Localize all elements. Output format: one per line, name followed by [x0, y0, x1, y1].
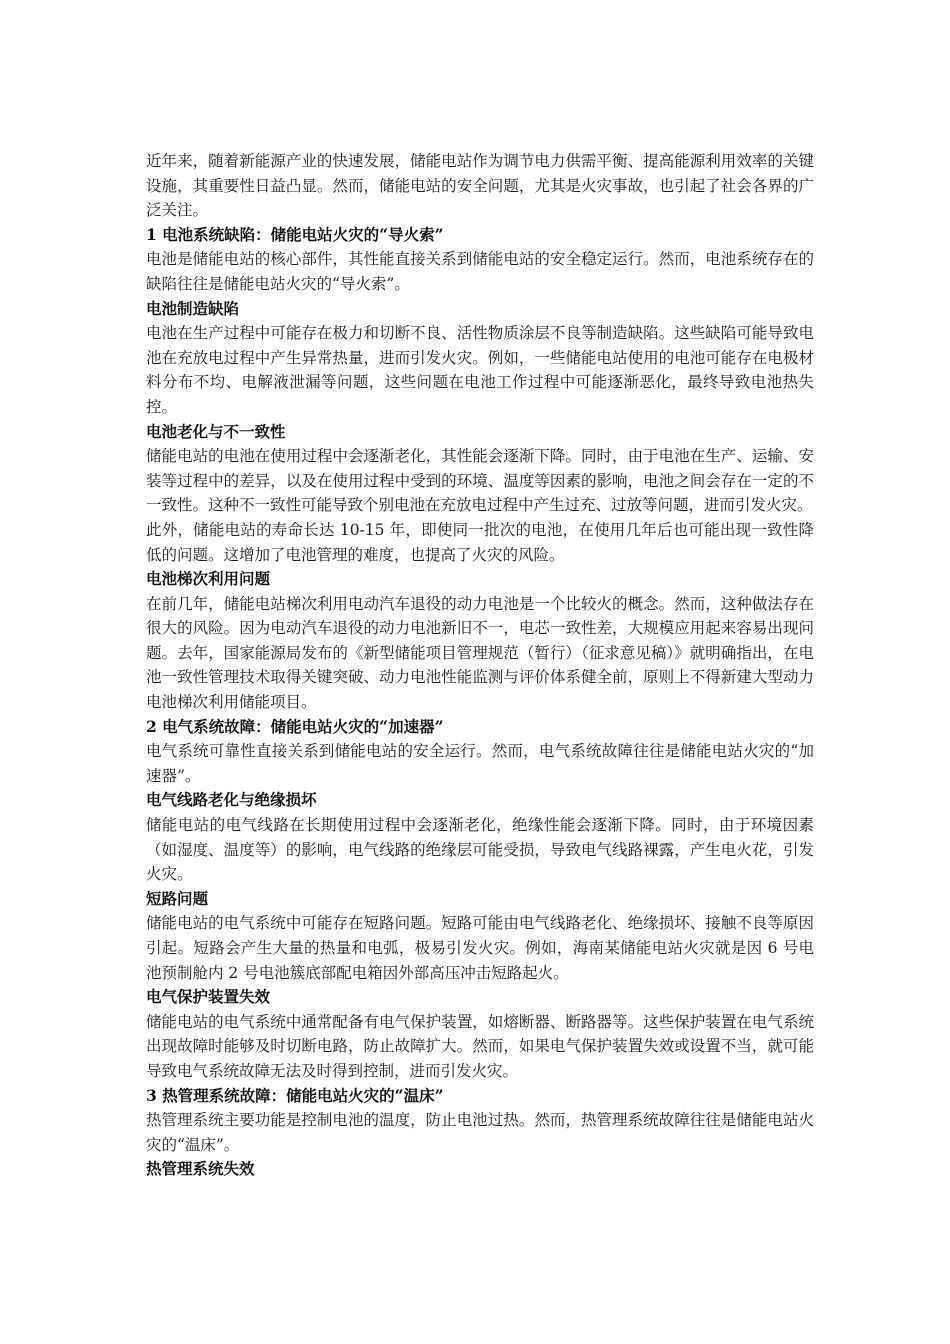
document-body	[146, 149, 814, 1182]
paragraph-battery-aging-1: 储能电站的电池在使用过程中会逐渐老化，其性能会逐渐下降。同时，由于电池在生产、运输、安装等过程中的差异，以及在使用过程中受到的环境、温度等因素的影响，电池之间会存在一定的不一致性。这种不一致性可能导致个别电池在充放电过程中产生过充、过放等问题，进而引发火灾。	[146, 447, 814, 515]
intro-paragraph: 近年来，随着新能源产业的快速发展，储能电站作为调节电力供需平衡、提高能源利用效率的关键设施，其重要性日益凸显。然而，储能电站的安全问题，尤其是火灾事故，也引起了社会各界的广泛关注。	[146, 152, 814, 220]
section-intro-battery-defects: 电池是储能电站的核心部件，其性能直接关系到储能电站的安全稳定运行。然而，电池系统存在的缺陷往往是储能电站火灾的“导火索”。	[146, 250, 814, 293]
section-heading-thermal-faults: 3 热管理系统故障：储能电站火灾的“温床”	[146, 1085, 444, 1105]
paragraph-battery-manufacturing: 电池在生产过程中可能存在极力和切断不良、活性物质涂层不良等制造缺陷。这些缺陷可能导致电池在充放电过程中产生异常热量，进而引发火灾。例如，一些储能电站使用的电池可能存在电极材料分布不均、电解液泄漏等问题，这些问题在电池工作过程中可能逐渐恶化，最终导致电池热失控。	[146, 324, 814, 416]
subheading-protection-failure: 电气保护装置失效	[146, 987, 271, 1007]
paragraph-battery-reuse: 在前几年，储能电站梯次利用电动汽车退役的动力电池是一个比较火的概念。然而，这种做法存在很大的风险。因为电动汽车退役的动力电池新旧不一，电芯一致性差，大规模应用起来容易出现问题。去年，国家能源局发布的《新型储能项目管理规范（暂行）（征求意见稿）》就明确指出，在电池一致性管理技术取得关键突破、动力电池性能监测与评价体系健全前，原则上不得新建大型动力电池梯次利用储能项目。	[146, 594, 814, 712]
subheading-wiring-aging: 电气线路老化与绝缘损坏	[146, 790, 317, 810]
paragraph-protection-failure: 储能电站的电气系统中通常配备有电气保护装置，如熔断器、断路器等。这些保护装置在电气系统出现故障时能够及时切断电路，防止故障扩大。然而，如果电气保护装置失效或设置不当，就可能导致电气系统故障无法及时得到控制，进而引发火灾。	[146, 1012, 814, 1080]
subheading-battery-aging: 电池老化与不一致性	[146, 421, 286, 441]
paragraph-battery-aging-2: 此外，储能电站的寿命长达 10-15 年，即使同一批次的电池，在使用几年后也可能出现一致性降低的问题。这增加了电池管理的难度，也提高了火灾的风险。	[146, 520, 814, 564]
section-heading-electrical-faults: 2 电气系统故障：储能电站火灾的“加速器”	[146, 716, 444, 736]
section-heading-battery-defects: 1 电池系统缺陷：储能电站火灾的“导火索”	[146, 224, 444, 244]
subheading-thermal-failure: 热管理系统失效	[146, 1159, 255, 1179]
paragraph-short-circuit: 储能电站的电气系统中可能存在短路问题。短路可能由电气线路老化、绝缘损坏、接触不良等原因引起。短路会产生大量的热量和电弧，极易引发火灾。例如，海南某储能电站火灾就是因 6 号电池预制舱内 2 号电池簇底部配电箱因外部高压冲击短路起火。	[146, 914, 814, 982]
subheading-battery-reuse: 电池梯次利用问题	[146, 569, 271, 589]
subheading-short-circuit: 短路问题	[146, 888, 209, 908]
paragraph-wiring-aging: 储能电站的电气线路在长期使用过程中会逐渐老化，绝缘性能会逐渐下降。同时，由于环境因素（如湿度、温度等）的影响，电气线路的绝缘层可能受损，导致电气线路裸露，产生电火花，引发火灾。	[146, 816, 814, 884]
section-intro-electrical-faults: 电气系统可靠性直接关系到储能电站的安全运行。然而，电气系统故障往往是储能电站火灾的“加速器”。	[146, 742, 814, 785]
section-intro-thermal-faults: 热管理系统主要功能是控制电池的温度，防止电池过热。然而，热管理系统故障往往是储能电站火灾的“温床”。	[146, 1111, 814, 1154]
subheading-battery-manufacturing: 电池制造缺陷	[146, 298, 240, 318]
